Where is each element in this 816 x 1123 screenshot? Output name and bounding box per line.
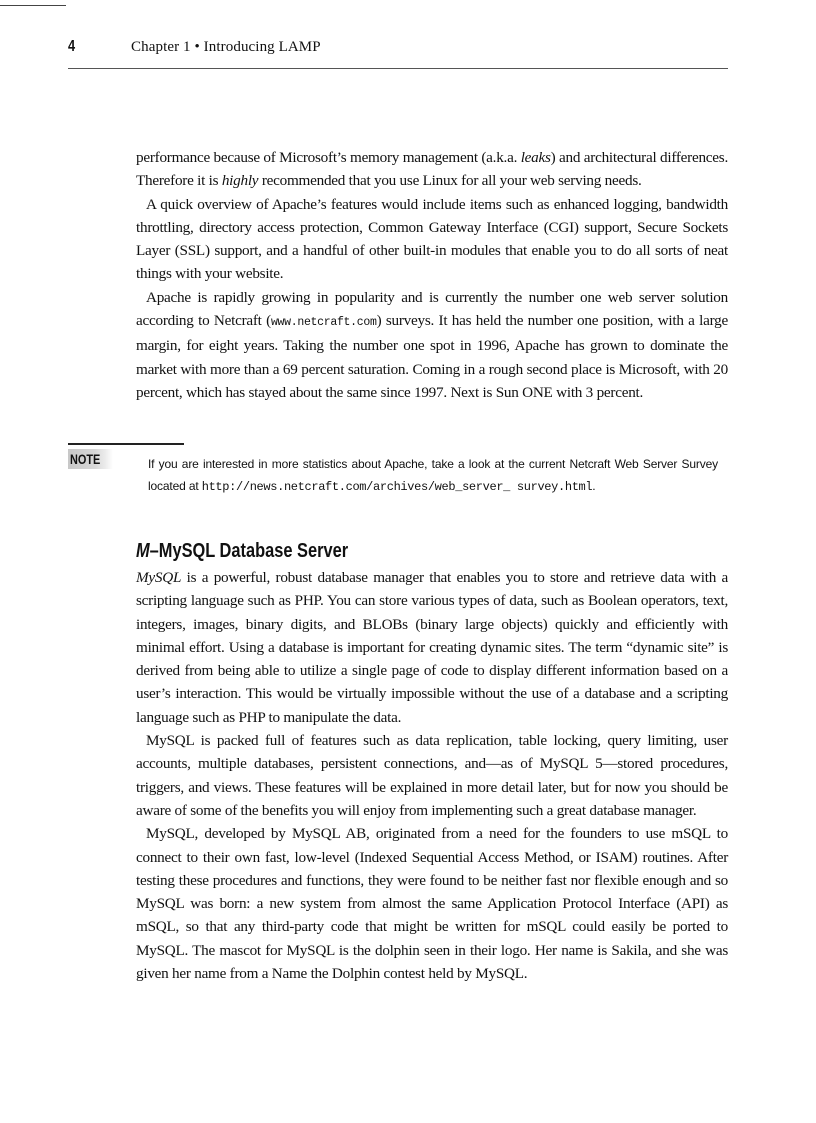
section-heading-letter: M — [136, 540, 150, 562]
section-heading-mysql — [136, 538, 348, 564]
paragraph-apache-features: A quick overview of Apache’s features would include items such as enhanced logging, bandwidth throttling, directory access protection, Common Gateway Interface (CGI) support, Secure Sockets Layer (SSL) support, and a handful of other built-in modules that enable you to do all sorts of neat things with your website. — [136, 195, 728, 283]
page-number: 4 — [68, 38, 76, 55]
intro-text-block — [136, 146, 728, 404]
note-badge — [68, 449, 113, 469]
note-divider — [68, 443, 184, 445]
paragraph-mysql-intro: MySQL is a powerful, robust database manager that enables you to store and retrieve data with a scripting language such as PHP. You can store various types of data, such as Boolean operators, text, integers, images, binary digits, and BLOBs (binary large objects) quickly and efficiently with minimal effort. Using a database is important for creating dynamic sites. The term “dynamic site” is derived from being able to utilize a single page of code to display different information based on a user’s interaction. This would be virtually impossible without the use of a database and a scripting language such as PHP to manipulate the data. — [136, 569, 728, 726]
netcraft-url: www.netcraft.com — [270, 316, 377, 330]
note-text: If you are interested in more statistics about Apache, take a look at the current Netcraft Web Server Survey located at http://news.netcraft.com/archives/web_server_ survey.html. — [148, 457, 718, 494]
running-header — [68, 38, 728, 69]
paragraph-apache-popularity: Apache is rapidly growing in popularity and is currently the number one web server solution according to Netcraft (www.netcraft.com) surveys. It has held the number one position, with a large margin, for eight years. Taking the number one spot in 1996, Apache has grown to dominate the market with more than a 69 percent saturation. Coming in a rough second place is Microsoft, with 20 percent, which has stayed about the same since 1997. Next is Sun ONE with 3 percent. — [136, 288, 728, 401]
corner-crop-rule — [0, 5, 66, 6]
paragraph-mysql-features: MySQL is packed full of features such as data replication, table locking, query limiting, user accounts, multiple databases, persistent connections, and—as of MySQL 5—stored procedures, triggers, and views. These features will be explained in more detail later, but for now you should be aware of some of the benefits you will enjoy from implementing such a great database manager. — [136, 732, 728, 819]
emphasis-leaks: leaks — [520, 149, 551, 166]
section-heading-text: –MySQL Database Server — [149, 540, 349, 562]
chapter-title: Chapter 1 • Introducing LAMP — [131, 39, 321, 55]
note-label: NOTE — [70, 451, 101, 467]
emphasis-highly: highly — [221, 172, 259, 190]
paragraph-ms-performance: performance because of Microsoft’s memory management (a.k.a. leaks) and architectural differences. Therefore it is highly recommended that you use Linux for all your web serving needs. — [136, 149, 728, 190]
emphasis-mysql: MySQL — [136, 569, 182, 586]
netcraft-survey-url: http://news.netcraft.com/archives/web_server_ survey.html — [201, 480, 593, 494]
paragraph-mysql-history: MySQL, developed by MySQL AB, originated from a need for the founders to use mSQL to connect to their own fast, low-level (Indexed Sequential Access Method, or ISAM) routines. After testing these procedures and functions, they were found to be neither fast nor flexible enough and so MySQL was born: a new system from almost the same Application Protocol Interface (API) as mSQL, so that any third-party code that might be written for mSQL could easily be ported to MySQL. The mascot for MySQL is the dolphin seen in their logo. Her name is Sakila, and she was given her name from a Name the Dolphin contest held by MySQL. — [136, 825, 728, 983]
mysql-text-block — [136, 566, 728, 985]
